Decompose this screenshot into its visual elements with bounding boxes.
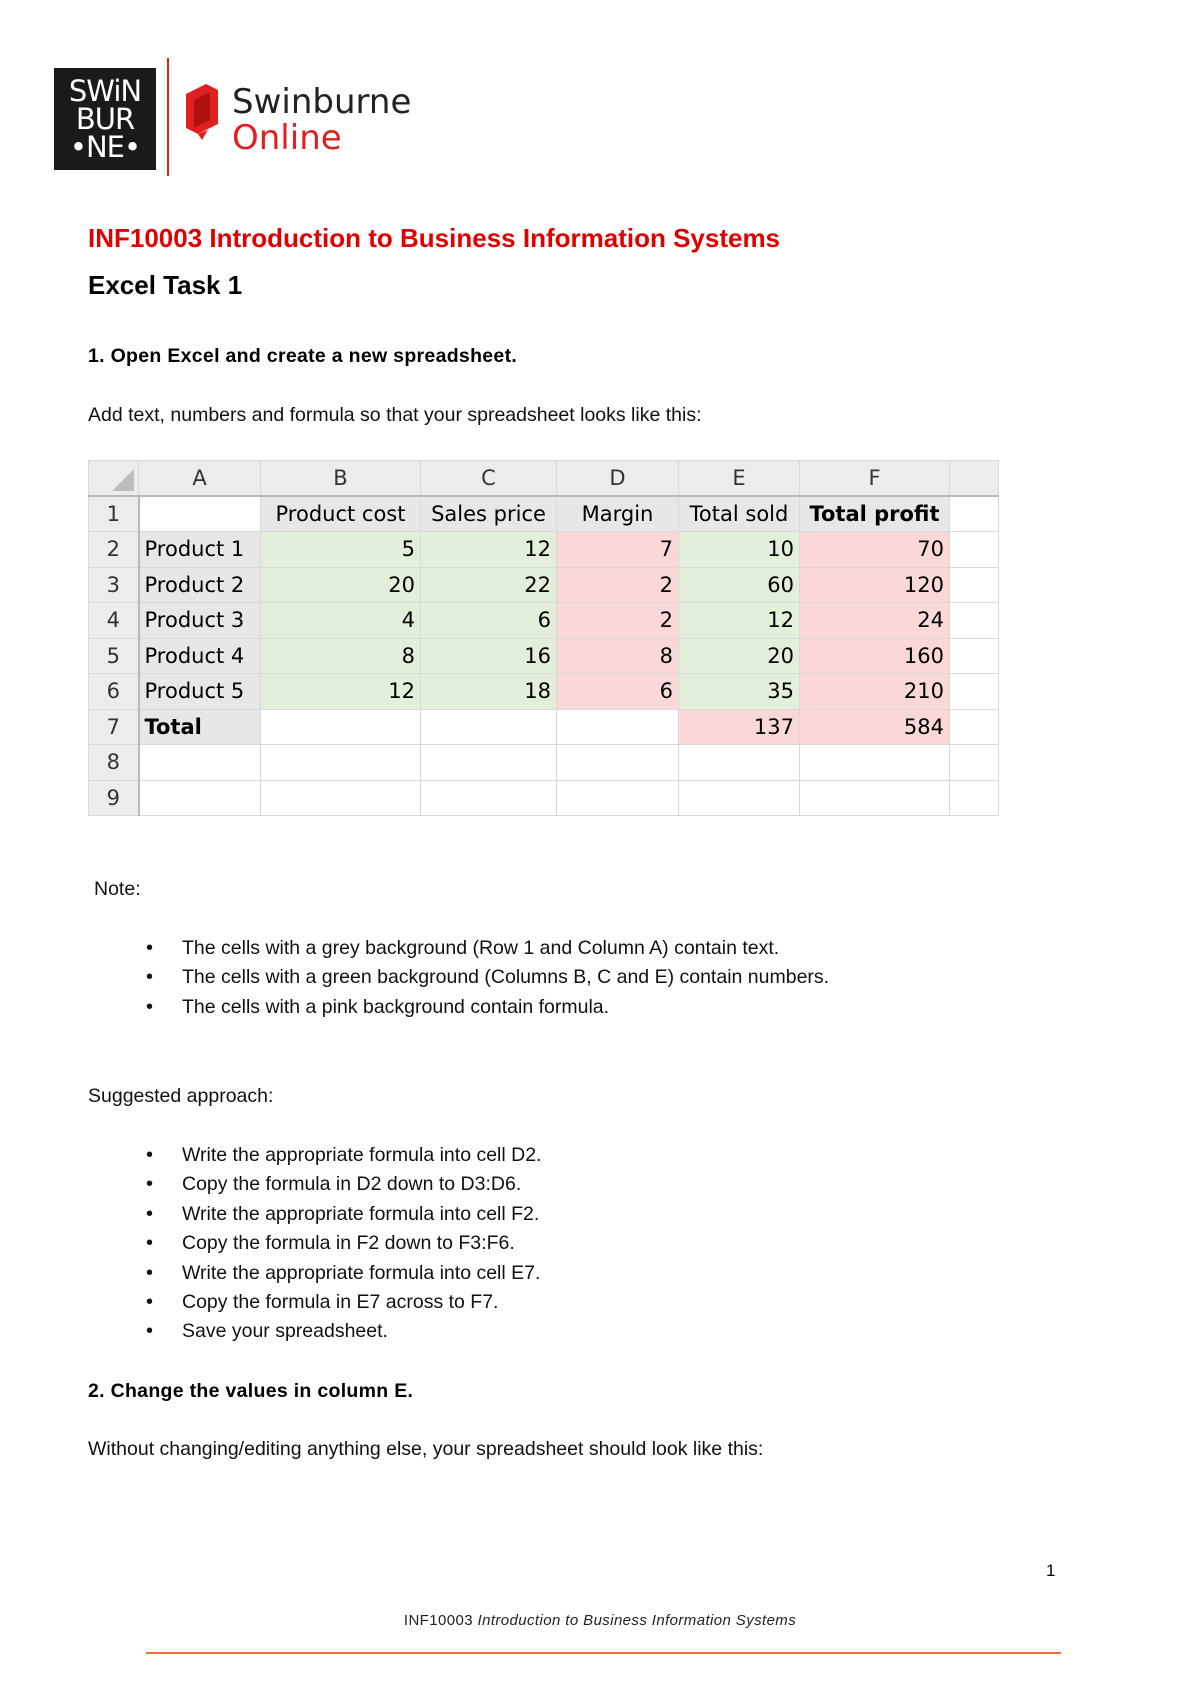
cell: Total sold — [679, 496, 800, 532]
row-number: 6 — [89, 674, 139, 710]
cell — [950, 567, 999, 603]
cell: 2 — [557, 567, 679, 603]
list-item: • Copy the formula in E7 across to F7. — [88, 1288, 1088, 1317]
column-header: E — [679, 461, 800, 497]
cell — [139, 745, 261, 781]
column-header: A — [139, 461, 261, 497]
note-label: Note: — [94, 878, 141, 900]
cell: 10 — [679, 532, 800, 568]
cell: 8 — [261, 638, 421, 674]
cell: 24 — [800, 603, 950, 639]
cell — [950, 603, 999, 639]
cell — [679, 745, 800, 781]
cell — [950, 745, 999, 781]
row-number: 7 — [89, 709, 139, 745]
sheet-row — [89, 674, 999, 710]
course-title: INF10003 Introduction to Business Information Systems — [88, 223, 781, 253]
column-header-row — [89, 461, 999, 497]
cell: Product 4 — [139, 638, 261, 674]
cell: 584 — [800, 709, 950, 745]
section-2-heading: 2. Change the values in column E. — [88, 1380, 414, 1402]
sheet-row — [89, 496, 999, 532]
cell: 20 — [679, 638, 800, 674]
cell: Product cost — [261, 496, 421, 532]
sheet-row — [89, 567, 999, 603]
cell: 5 — [261, 532, 421, 568]
approach-label: Suggested approach: — [88, 1085, 274, 1107]
list-item: • The cells with a pink background contain formula. — [88, 993, 1088, 1022]
spreadsheet-image — [88, 460, 999, 816]
cell — [679, 780, 800, 816]
sheet-row — [89, 603, 999, 639]
cell: 12 — [421, 532, 557, 568]
cell — [800, 745, 950, 781]
list-item: • Save your spreadsheet. — [88, 1317, 1088, 1346]
task-title: Excel Task 1 — [88, 270, 243, 300]
footer-course-name: Introduction to Business Information Systems — [477, 1612, 797, 1629]
logo-line: •NE• — [69, 130, 141, 164]
cell — [950, 780, 999, 816]
page-number: 1 — [1046, 1561, 1056, 1580]
cell: 7 — [557, 532, 679, 568]
list-item: • The cells with a green background (Columns B, C and E) contain numbers. — [88, 963, 1088, 992]
row-number: 8 — [89, 745, 139, 781]
list-item: • The cells with a grey background (Row 1 and Column A) contain text. — [88, 934, 1088, 963]
column-header-empty — [950, 461, 999, 497]
cell: 35 — [679, 674, 800, 710]
sheet-row — [89, 638, 999, 674]
cell: 60 — [679, 567, 800, 603]
footer-course-code: INF10003 — [403, 1612, 478, 1629]
cell: 2 — [557, 603, 679, 639]
cell — [950, 532, 999, 568]
cell: Product 3 — [139, 603, 261, 639]
row-number: 3 — [89, 567, 139, 603]
cell: 22 — [421, 567, 557, 603]
list-item: • Write the appropriate formula into cell F2. — [88, 1200, 1088, 1229]
column-header: C — [421, 461, 557, 497]
cell — [421, 709, 557, 745]
cell: 210 — [800, 674, 950, 710]
cell — [950, 496, 999, 532]
cell: 137 — [679, 709, 800, 745]
cell — [261, 745, 421, 781]
list-item: • Write the appropriate formula into cell E7. — [88, 1259, 1088, 1288]
logo-line: BUR — [75, 102, 135, 136]
swinburne-online-icon — [180, 80, 224, 140]
cell — [261, 780, 421, 816]
cell — [421, 745, 557, 781]
cell: 120 — [800, 567, 950, 603]
cell: 12 — [261, 674, 421, 710]
cell: 16 — [421, 638, 557, 674]
cell: 20 — [261, 567, 421, 603]
sheet-row — [89, 532, 999, 568]
cell: 70 — [800, 532, 950, 568]
cell: Product 2 — [139, 567, 261, 603]
cell: Sales price — [421, 496, 557, 532]
logo-divider — [167, 58, 169, 176]
cell — [557, 709, 679, 745]
cell — [557, 780, 679, 816]
row-number: 5 — [89, 638, 139, 674]
brand-line-2: Online — [232, 118, 342, 158]
sheet-row — [89, 780, 999, 816]
column-header: B — [261, 461, 421, 497]
section-1-intro: Add text, numbers and formula so that your spreadsheet looks like this: — [88, 404, 702, 426]
list-item: • Write the appropriate formula into cell D2. — [88, 1141, 1088, 1170]
swinburne-logo — [54, 68, 156, 170]
select-all-corner — [89, 461, 139, 497]
cell: 6 — [557, 674, 679, 710]
cell — [950, 638, 999, 674]
cell: Total — [139, 709, 261, 745]
brand-line-1: Swinburne — [232, 82, 412, 122]
column-header: D — [557, 461, 679, 497]
logo-line: SWiN — [68, 74, 142, 108]
cell: 18 — [421, 674, 557, 710]
cell: 6 — [421, 603, 557, 639]
cell: 12 — [679, 603, 800, 639]
note-list — [88, 934, 1088, 1022]
section-1-heading: 1. Open Excel and create a new spreadsheet. — [88, 345, 518, 367]
row-number: 2 — [89, 532, 139, 568]
row-number: 4 — [89, 603, 139, 639]
cell: 8 — [557, 638, 679, 674]
cell — [950, 709, 999, 745]
cell — [800, 780, 950, 816]
cell: Product 1 — [139, 532, 261, 568]
cell: 4 — [261, 603, 421, 639]
cell — [261, 709, 421, 745]
sheet-row — [89, 709, 999, 745]
cell: Product 5 — [139, 674, 261, 710]
cell — [139, 780, 261, 816]
list-item: • Copy the formula in D2 down to D3:D6. — [88, 1170, 1088, 1199]
row-number: 9 — [89, 780, 139, 816]
cell — [950, 674, 999, 710]
page-footer — [0, 1612, 1200, 1629]
list-item: • Copy the formula in F2 down to F3:F6. — [88, 1229, 1088, 1258]
approach-list — [88, 1141, 1088, 1347]
cell — [557, 745, 679, 781]
cell: 160 — [800, 638, 950, 674]
footer-rule — [146, 1652, 1061, 1654]
section-2-intro: Without changing/editing anything else, your spreadsheet should look like this: — [88, 1438, 764, 1460]
cell: Margin — [557, 496, 679, 532]
column-header: F — [800, 461, 950, 497]
cell — [421, 780, 557, 816]
cell — [139, 496, 261, 532]
cell: Total profit — [800, 496, 950, 532]
row-number: 1 — [89, 496, 139, 532]
swinburne-online-wordmark — [232, 84, 411, 156]
sheet-row — [89, 745, 999, 781]
